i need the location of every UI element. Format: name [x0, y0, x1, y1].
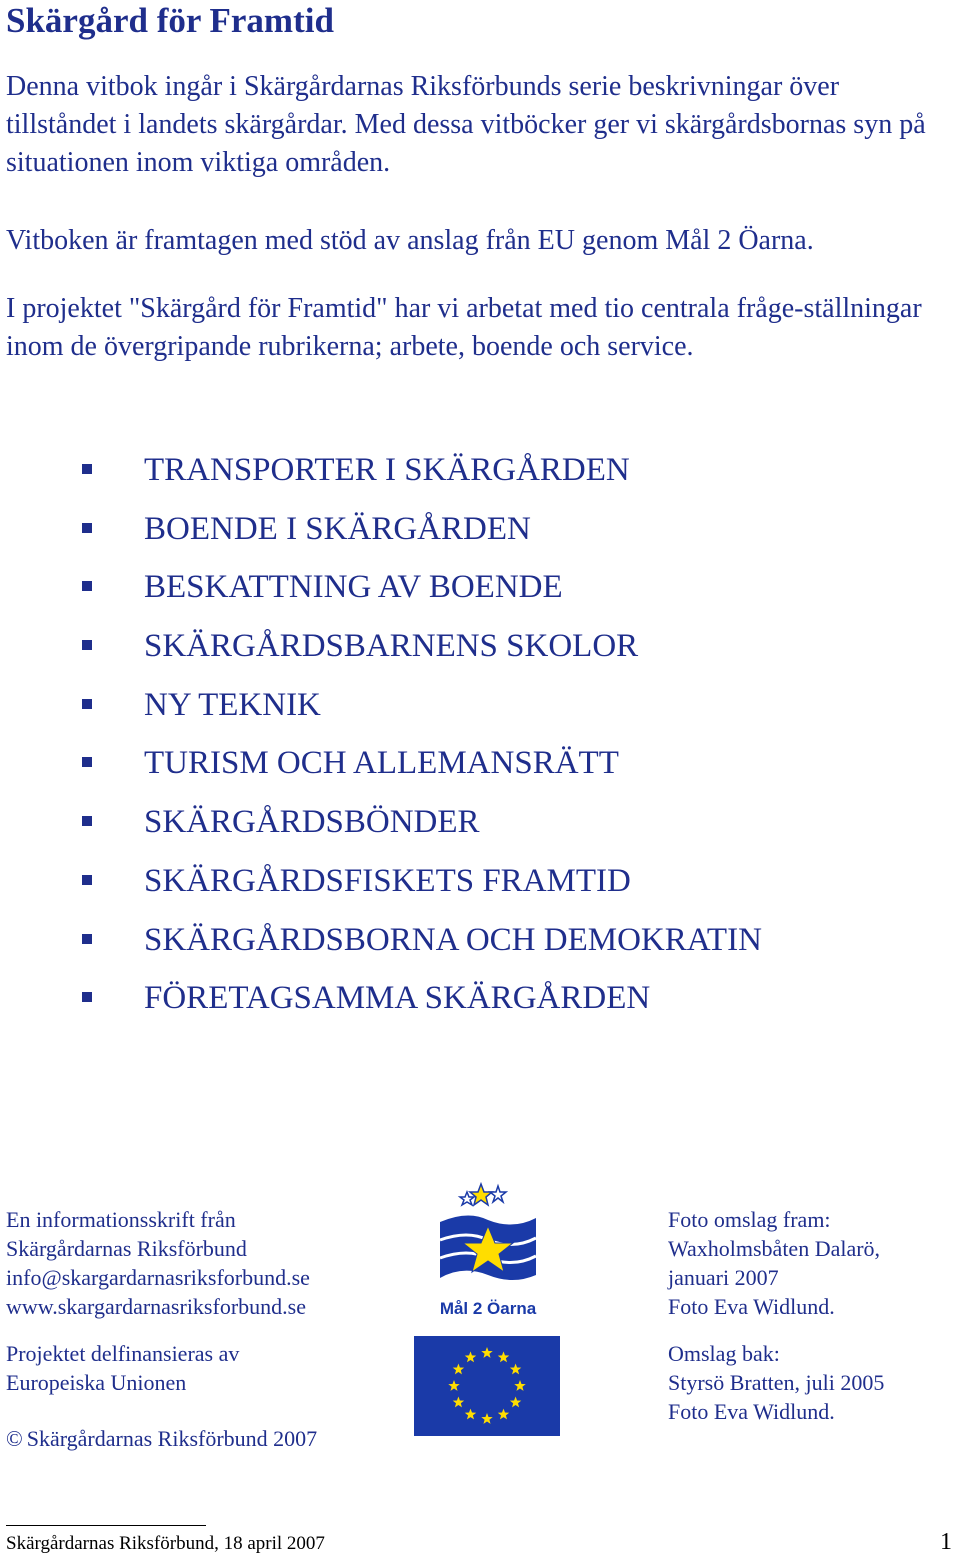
mal2-oarna-logo	[428, 1180, 548, 1330]
funding-line: Europeiska Unionen	[6, 1370, 187, 1395]
photo-line: januari 2007	[668, 1265, 779, 1290]
page-title: Skärgård för Framtid	[6, 1, 334, 40]
topic-label: SKÄRGÅRDSFISKETS FRAMTID	[144, 862, 631, 899]
photo-line: Waxholmsbåten Dalarö,	[668, 1236, 881, 1261]
copyright-line	[6, 1424, 317, 1453]
intro-paragraph: Denna vitbok ingår i Skärgårdarnas Riksförbunds serie beskrivningar över tillståndet i landets skärgårdar. Med dessa vitböcker ger vi skärgårdsbornas syn på situationen inom viktiga områden.	[6, 71, 926, 178]
bullet-icon	[82, 523, 92, 533]
photo-line: Foto Eva Widlund.	[668, 1294, 835, 1319]
copyright-text: Skärgårdarnas Riksförbund 2007	[26, 1426, 318, 1451]
copyright-icon: ©	[6, 1426, 23, 1451]
bullet-icon	[82, 875, 92, 885]
topic-item	[0, 800, 960, 859]
topic-item	[0, 741, 960, 800]
star-icon	[470, 1184, 492, 1205]
info-line: En informationsskrift från	[6, 1207, 236, 1232]
photo-line: Omslag bak:	[668, 1341, 780, 1366]
website-link[interactable]: www.skargardarnasriksforbund.se	[6, 1294, 306, 1319]
topic-list	[0, 448, 960, 1035]
photo-back-block	[668, 1339, 884, 1426]
funding-paragraph: Vitboken är framtagen med stöd av anslag från EU genom Mål 2 Öarna.	[6, 225, 814, 256]
org-name: Skärgårdarnas Riksförbund	[6, 1236, 247, 1261]
photo-line: Foto omslag fram:	[668, 1207, 831, 1232]
topic-item	[0, 448, 960, 507]
topic-label: TURISM OCH ALLEMANSRÄTT	[144, 745, 619, 782]
bullet-icon	[82, 934, 92, 944]
topic-label: FÖRETAGSAMMA SKÄRGÅRDEN	[144, 980, 651, 1017]
topic-label: BESKATTNING AV BOENDE	[144, 569, 563, 606]
bullet-icon	[82, 757, 92, 767]
topic-item	[0, 859, 960, 918]
bullet-icon	[82, 816, 92, 826]
footer-divider	[6, 1525, 206, 1526]
topic-item	[0, 683, 960, 742]
topic-item	[0, 976, 960, 1035]
topic-label: TRANSPORTER I SKÄRGÅRDEN	[144, 452, 630, 488]
topic-label: SKÄRGÅRDSBÖNDER	[144, 804, 480, 841]
footer-text: Skärgårdarnas Riksförbund, 18 april 2007	[6, 1533, 325, 1554]
topic-item	[0, 565, 960, 624]
topic-label: NY TEKNIK	[144, 686, 321, 723]
topic-item	[0, 918, 960, 977]
eu-flag-logo	[414, 1336, 560, 1436]
email-link[interactable]: info@skargardarnasriksforbund.se	[6, 1265, 310, 1290]
page-number: 1	[940, 1529, 952, 1555]
bullet-icon	[82, 992, 92, 1002]
topic-label: SKÄRGÅRDSBORNA OCH DEMOKRATIN	[144, 921, 762, 958]
info-block	[6, 1205, 310, 1321]
project-paragraph: I projektet "Skärgård för Framtid" har vi arbetat med tio centrala fråge-ställningar inom de övergripande rubrikerna; arbete, boende och service.	[6, 293, 922, 362]
bullet-icon	[82, 581, 92, 591]
photo-line: Foto Eva Widlund.	[668, 1399, 835, 1424]
topic-item	[0, 507, 960, 566]
topic-item	[0, 624, 960, 683]
photo-front-block	[668, 1205, 880, 1321]
funding-block	[6, 1339, 239, 1397]
star-icon	[490, 1186, 506, 1202]
photo-line: Styrsö Bratten, juli 2005	[668, 1370, 885, 1395]
topic-label: SKÄRGÅRDSBARNENS SKOLOR	[144, 628, 639, 665]
funding-line: Projektet delfinansieras av	[6, 1341, 240, 1366]
bullet-icon	[82, 464, 92, 474]
bullet-icon	[82, 640, 92, 650]
bullet-icon	[82, 699, 92, 709]
topic-label: BOENDE I SKÄRGÅRDEN	[144, 510, 531, 547]
mal2-logo-text: Mål 2 Öarna	[439, 1299, 537, 1318]
